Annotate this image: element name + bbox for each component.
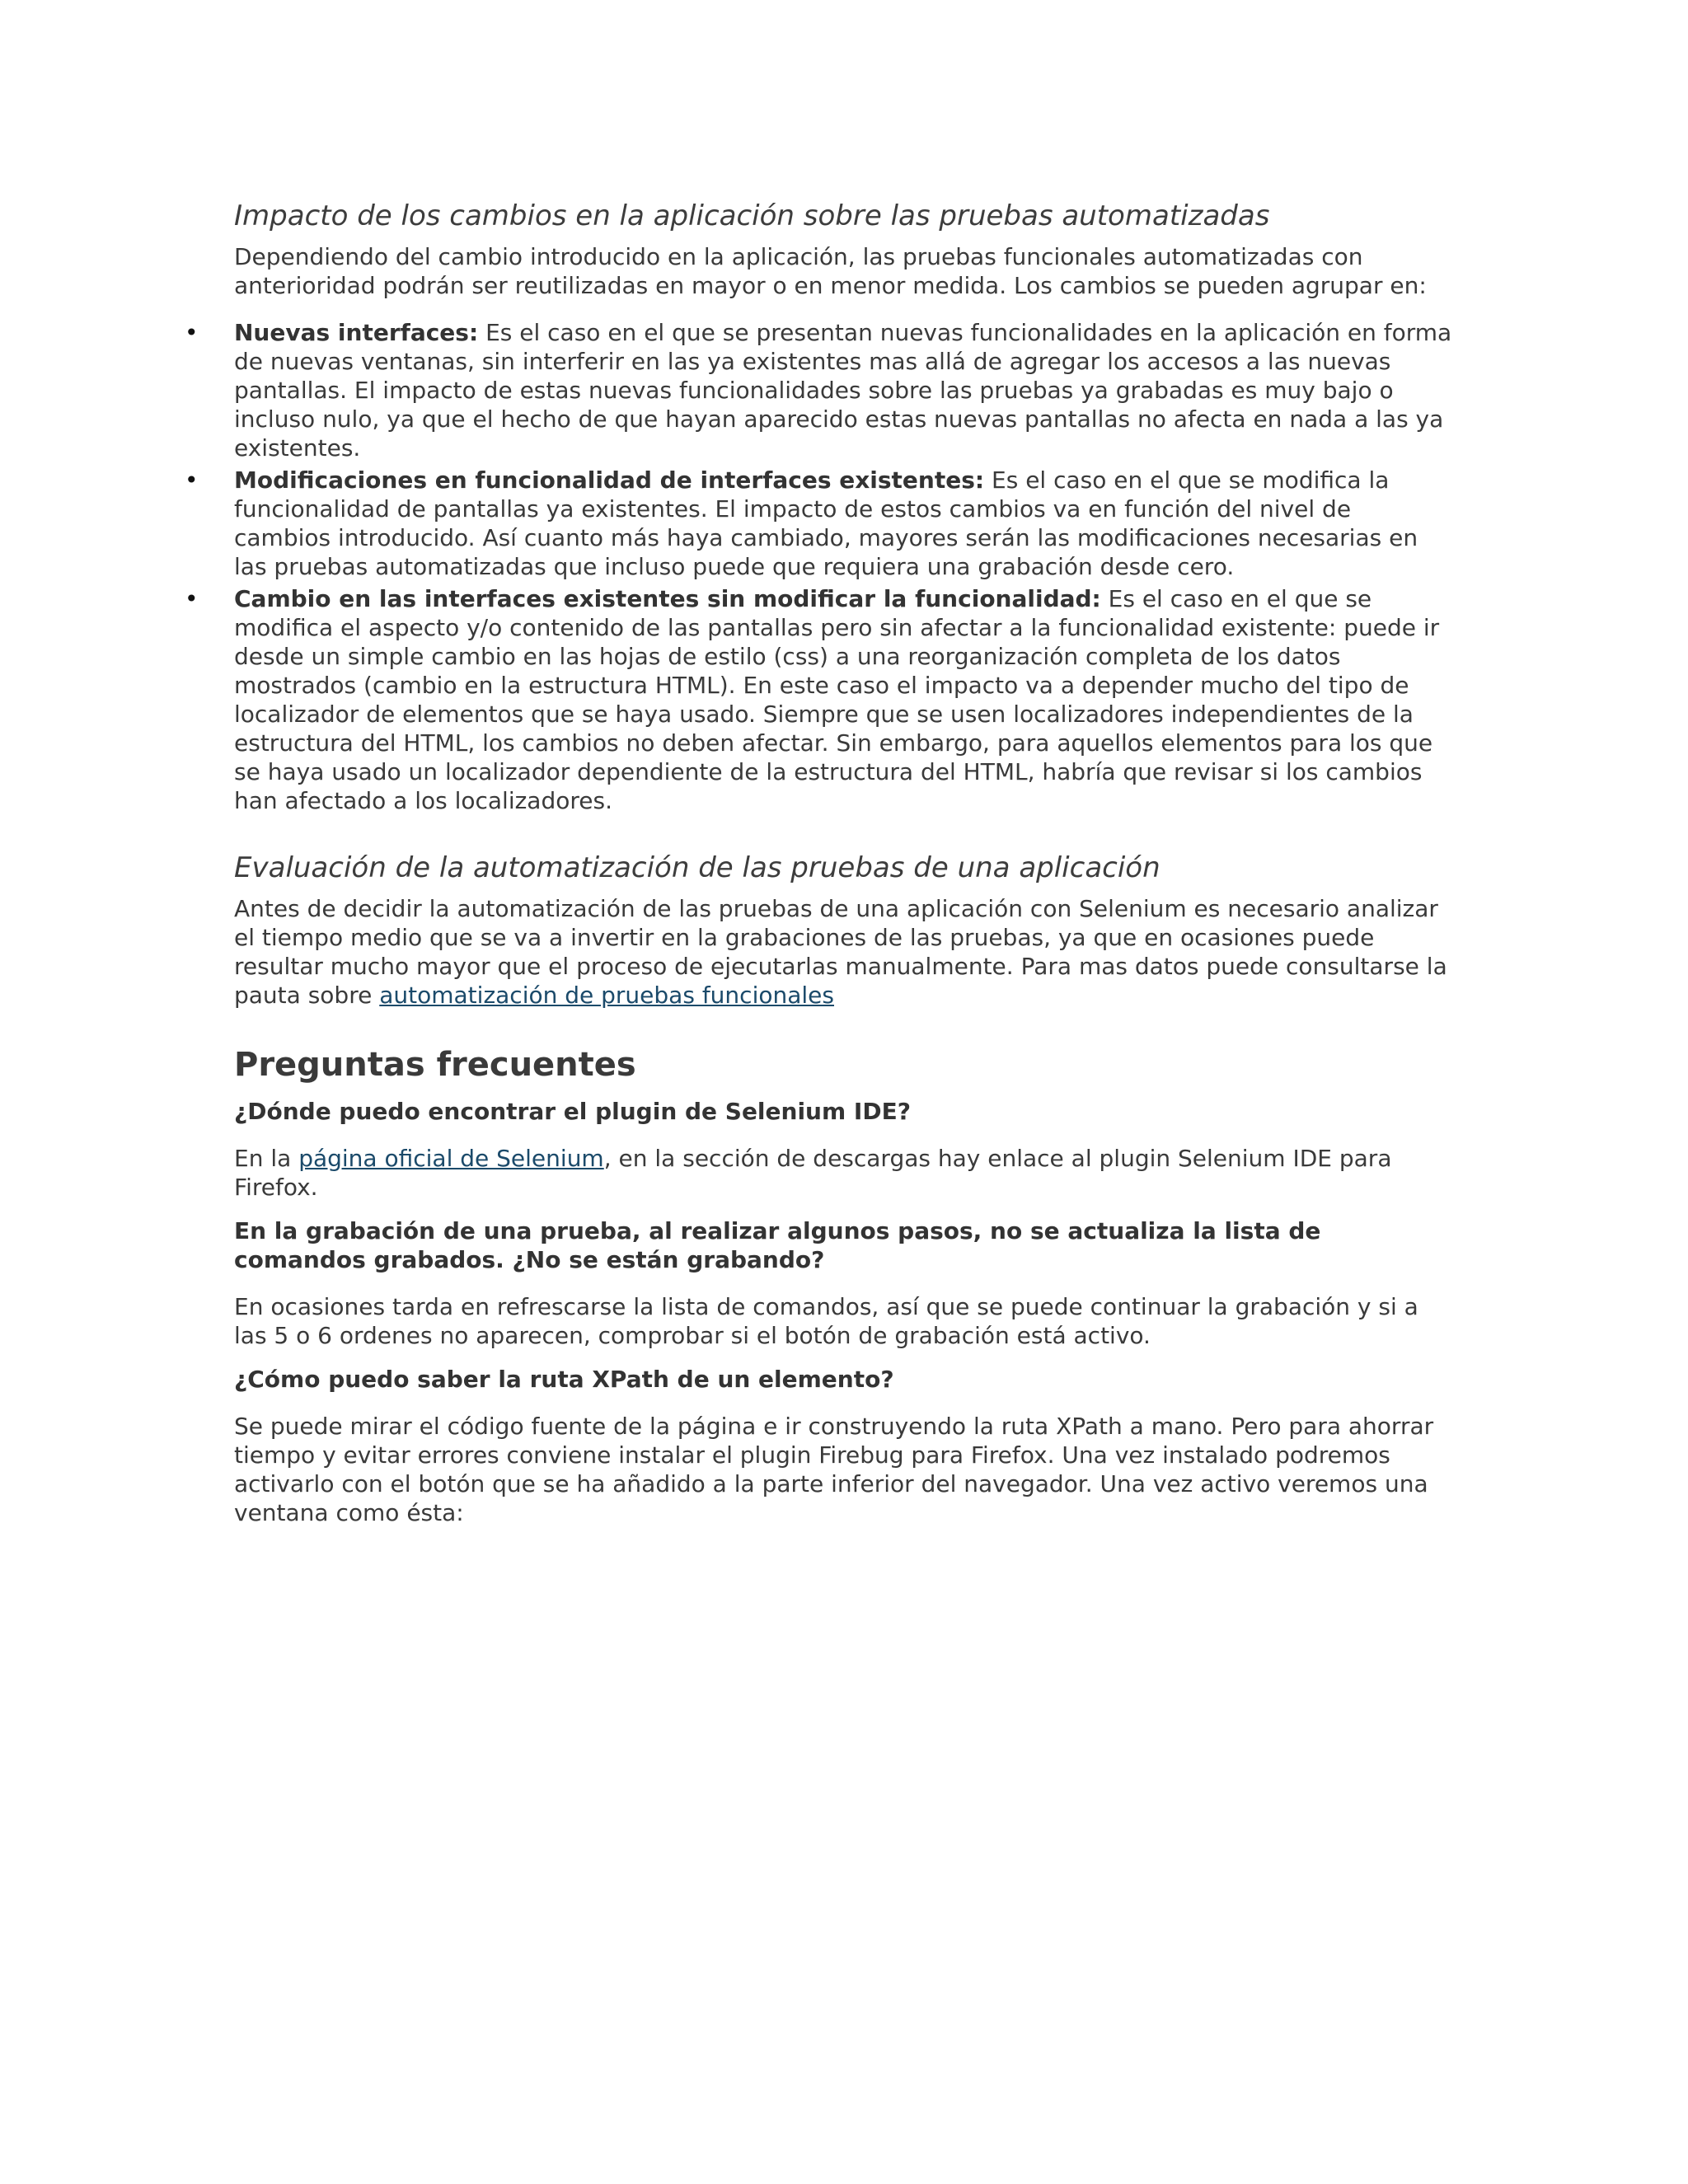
evaluacion-body: Antes de decidir la automatización de las pruebas de una aplicación con Selenium es necesario analizar el tiempo medio que se va a invertir en la grabaciones de las pruebas, ya que en ocasiones puede resultar mucho mayor que el proceso de ejecutarlas manualmente. Para mas datos puede consultarse la pauta sobre xyxy=(234,895,1447,1009)
list-item-text: Es el caso en el que se presentan nuevas funcionalidades en la aplicación en forma de nuevas ventanas, sin interferir en las ya existentes mas allá de agregar los accesos a las nuevas pantallas. El impacto de estas nuevas funcionalidades sobre las pruebas ya grabadas es muy bajo o incluso nulo, ya que el hecho de que hayan aparecido estas nuevas pantallas no afecta en nada a las ya existentes. xyxy=(234,319,1452,462)
faq-answer-2: En ocasiones tarda en refrescarse la lista de comandos, así que se puede continuar la grabación y si a las 5 o 6 ordenes no aparecen, comprobar si el botón de grabación está activo. xyxy=(234,1293,1418,1349)
faq-question-3: ¿Cómo puedo saber la ruta XPath de un elemento? xyxy=(234,1366,894,1393)
list-item xyxy=(185,318,1454,462)
section-heading-evaluacion: Evaluación de la automatización de las pruebas de una aplicación xyxy=(234,851,1160,884)
faq-heading: Preguntas frecuentes xyxy=(234,1046,636,1084)
evaluacion-text xyxy=(234,894,1454,1010)
list-item-text: Es el caso en el que se modifica la funcionalidad de pantallas ya existentes. El impacto de estos cambios va en función del nivel de cambios introducido. Así cuanto más haya cambiado, mayores serán las modificaciones necesarias en las pruebas automatizadas que incluso puede que requiera una grabación desde cero. xyxy=(234,466,1418,580)
document-page xyxy=(185,198,1454,1542)
section-heading-impacto: Impacto de los cambios en la aplicación sobre las pruebas automatizadas xyxy=(234,199,1270,232)
selenium-official-link[interactable]: página oficial de Selenium xyxy=(298,1145,604,1172)
faq-answer-1-before: En la xyxy=(234,1145,299,1172)
list-item xyxy=(185,466,1454,581)
faq-answer-1 xyxy=(234,1144,1454,1202)
impacto-intro: Dependiendo del cambio introducido en la aplicación, las pruebas funcionales automatizadas con anterioridad podrán ser reutilizadas en mayor o en menor medida. Los cambios se pueden agrupar en: xyxy=(234,243,1427,299)
list-item xyxy=(185,584,1454,815)
faq-answer-3: Se puede mirar el código fuente de la página e ir construyendo la ruta XPath a mano. Pero para ahorrar tiempo y evitar errores conviene instalar el plugin Firebug para Firefox. Una vez instalado podremos activarlo con el botón que se ha añadido a la parte inferior del navegador. Una vez activo veremos una ventana como ésta: xyxy=(234,1413,1434,1526)
bullet-icon: • xyxy=(185,585,199,612)
list-item-text: Es el caso en el que se modifica el aspecto y/o contenido de las pantallas pero sin afectar a la funcionalidad existente: puede ir desde un simple cambio en las hojas de estilo (css) a una reorganización completa de los datos mostrados (cambio en la estructura HTML). En este caso el impacto va a depender mucho del tipo de localizador de elementos que se haya usado. Siempre que se usen localizadores independientes de la estructura del HTML, los cambios no deben afectar. Sin embargo, para aquellos elementos para los que se haya usado un localizador dependiente de la estructura del HTML, habría que revisar si los cambios han afectado a los localizadores. xyxy=(234,585,1440,814)
list-item-title: Cambio en las interfaces existentes sin modificar la funcionalidad: xyxy=(234,585,1101,612)
bullet-icon: • xyxy=(185,466,199,494)
faq-question-2: En la grabación de una prueba, al realizar algunos pasos, no se actualiza la lista de comandos grabados. ¿No se están grabando? xyxy=(234,1217,1321,1273)
list-item-title: Modificaciones en funcionalidad de interfaces existentes: xyxy=(234,466,985,494)
bullet-icon: • xyxy=(185,319,199,346)
faq-answer-1-after: , en la sección de descargas hay enlace al plugin Selenium IDE para Firefox. xyxy=(234,1145,1392,1201)
impacto-list xyxy=(185,318,1454,815)
list-item-title: Nuevas interfaces: xyxy=(234,319,479,346)
automatizacion-link[interactable]: automatización de pruebas funcionales xyxy=(379,982,834,1009)
faq-question-1: ¿Dónde puedo encontrar el plugin de Selenium IDE? xyxy=(234,1098,911,1125)
